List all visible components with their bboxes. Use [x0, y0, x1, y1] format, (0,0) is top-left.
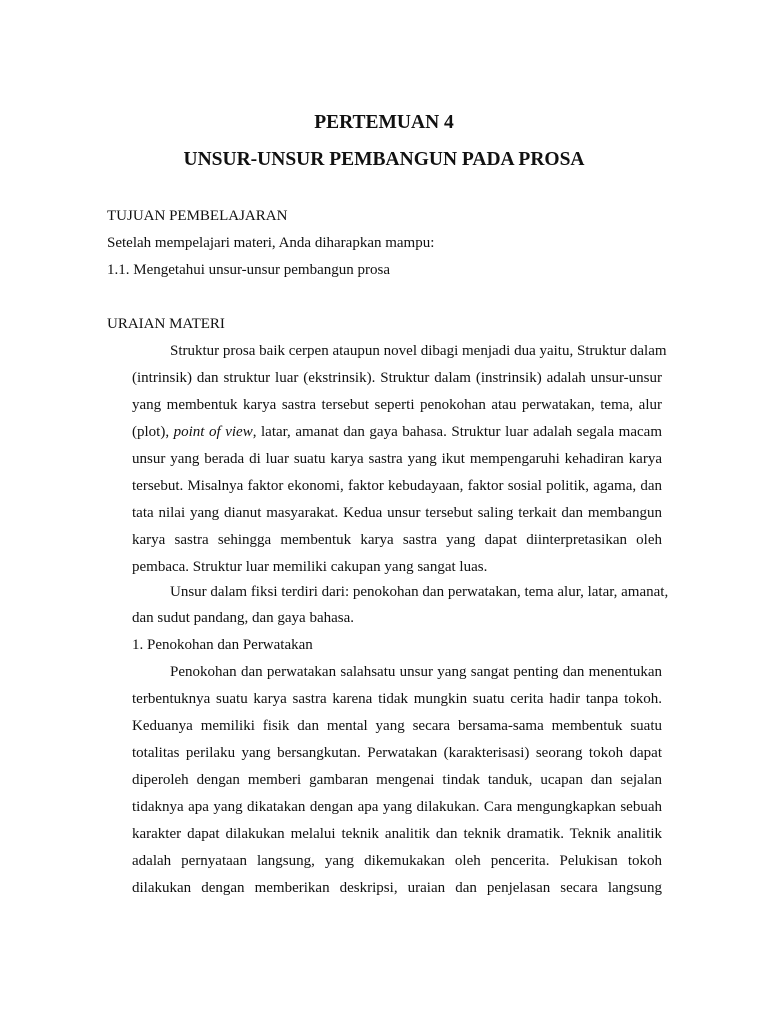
paragraph-line: dan sudut pandang, dan gaya bahasa. — [132, 610, 355, 626]
page-title: PERTEMUAN 4 — [314, 112, 454, 133]
paragraph-line: pembaca. Struktur luar memiliki cakupan yang sangat luas. — [132, 559, 488, 575]
paragraph-line: tersebut. Misalnya faktor ekonomi, faktor kebudayaan, faktor sosial politik, agama, dan — [132, 478, 662, 494]
paragraph-line: Struktur prosa baik cerpen ataupun novel dibagi menjadi dua yaitu, Struktur dalam — [170, 343, 667, 359]
paragraph-line: totalitas perilaku yang bersangkutan. Perwatakan (karakterisasi) seorang tokoh dapat — [132, 745, 662, 761]
paragraph-line: tidaknya apa yang dikatakan dengan apa yang dilakukan. Cara mengungkapkan sebuah — [132, 799, 662, 815]
material-heading: URAIAN MATERI — [107, 316, 225, 332]
paragraph-line: dilakukan dengan memberikan deskripsi, uraian dan penjelasan secara langsung — [132, 880, 662, 896]
italic-term: point of view — [173, 424, 253, 440]
objectives-heading: TUJUAN PEMBELAJARAN — [107, 208, 288, 224]
paragraph-line: Unsur dalam fiksi terdiri dari: penokohan dan perwatakan, tema alur, latar, amanat, — [170, 584, 669, 600]
paragraph-line: karakter dapat dilakukan melalui teknik analitik dan teknik dramatik. Teknik analitik — [132, 826, 662, 842]
page-subtitle: UNSUR-UNSUR PEMBANGUN PADA PROSA — [183, 149, 585, 170]
paragraph-line: tata nilai yang dianut masyarakat. Kedua unsur tersebut saling terkait dan membangun — [132, 505, 662, 521]
paragraph-line: diperoleh dengan memberi gambaran mengenai tindak tanduk, ucapan dan sejalan — [132, 772, 662, 788]
section-heading: 1. Penokohan dan Perwatakan — [132, 637, 313, 653]
paragraph-line: karya sastra sehingga membentuk karya sastra yang dapat diinterpretasikan oleh — [132, 532, 662, 548]
paragraph-line: (intrinsik) dan struktur luar (ekstrinsik). Struktur dalam (instrinsik) adalah unsur-unsur — [132, 370, 662, 386]
paragraph-line: unsur yang berada di luar suatu karya sastra yang ikut mempengaruhi kehadiran karya — [132, 451, 662, 467]
paragraph-line — [132, 425, 662, 440]
paragraph-line: Keduanya memiliki fisik dan mental yang secara bersama-sama membentuk suatu — [132, 718, 662, 734]
objectives-intro: Setelah mempelajari materi, Anda diharapkan mampu: — [107, 235, 435, 251]
text-run: (plot), — [132, 424, 174, 440]
paragraph-line: terbentuknya suatu karya sastra karena tidak mungkin suatu cerita hadir tanpa tokoh. — [132, 691, 662, 707]
paragraph-line: Penokohan dan perwatakan salahsatu unsur yang sangat penting dan menentukan — [170, 664, 662, 680]
paragraph-line: adalah pernyataan langsung, yang dikemukakan oleh pencerita. Pelukisan tokoh — [132, 853, 662, 869]
text-run: , latar, amanat dan gaya bahasa. Struktur luar adalah segala macam — [252, 424, 662, 440]
objective-item: 1.1. Mengetahui unsur-unsur pembangun prosa — [107, 262, 390, 278]
paragraph-line: yang membentuk karya sastra tersebut seperti penokohan atau perwatakan, tema, alur — [132, 397, 662, 413]
